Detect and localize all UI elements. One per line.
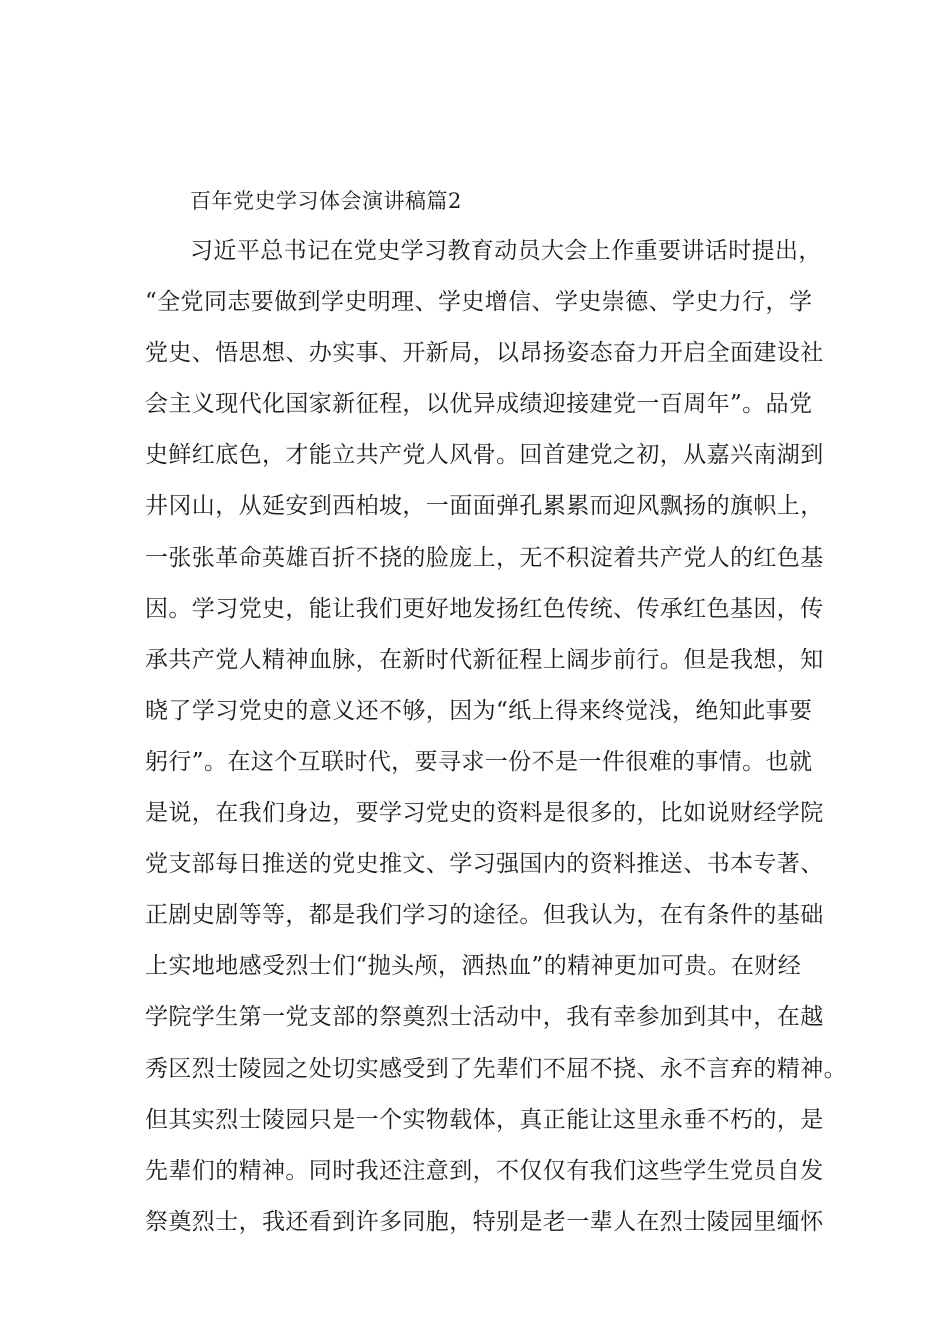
document-body — [145, 236, 847, 1258]
body-line: 习近平总书记在党史学习教育动员大会上作重要讲话时提出， — [190, 238, 822, 264]
body-line: 党支部每日推送的党史推文、学习强国内的资料推送、书本专著、 — [145, 851, 824, 878]
body-line: 秀区烈士陵园之处切实感受到了先辈们不屈不挠、永不言弃的精神。 — [145, 1055, 847, 1082]
body-line: 是说，在我们身边，要学习党史的资料是很多的，比如说财经学院 — [145, 800, 824, 827]
body-line: 上实地地感受烈士们“抛头颅，洒热血”的精神更加可贵。在财经 — [145, 953, 802, 980]
body-line: 先辈们的精神。同时我还注意到，不仅仅有我们这些学生党员自发 — [145, 1157, 824, 1184]
body-line: 晓了学习党史的意义还不够，因为“纸上得来终觉浅，绝知此事要 — [145, 697, 813, 724]
body-line: 会主义现代化国家新征程，以优异成绩迎接建党一百周年”。品党 — [145, 391, 813, 418]
body-line: 党史、悟思想、办实事、开新局，以昂扬姿态奋力开启全面建设社 — [145, 340, 824, 367]
document-title: 百年党史学习体会演讲稿篇2 — [190, 189, 462, 213]
body-line: 承共产党人精神血脉，在新时代新征程上阔步前行。但是我想，知 — [145, 646, 824, 673]
body-line: “全党同志要做到学史明理、学史增信、学史崇德、学史力行，学 — [145, 289, 813, 316]
body-line: 因。学习党史，能让我们更好地发扬红色传统、传承红色基因，传 — [145, 595, 824, 622]
body-line: 祭奠烈士，我还看到许多同胞，特别是老一辈人在烈士陵园里缅怀 — [145, 1208, 824, 1235]
body-line: 井冈山，从延安到西柏坡，一面面弹孔累累而迎风飘扬的旗帜上， — [145, 493, 824, 520]
body-line: 躬行”。在这个互联时代，要寻求一份不是一件很难的事情。也就 — [145, 748, 813, 775]
body-line: 正剧史剧等等，都是我们学习的途径。但我认为，在有条件的基础 — [145, 902, 824, 929]
body-line: 但其实烈士陵园只是一个实物载体，真正能让这里永垂不朽的，是 — [145, 1106, 824, 1133]
body-line: 史鲜红底色，才能立共产党人风骨。回首建党之初，从嘉兴南湖到 — [145, 442, 824, 469]
body-line: 一张张革命英雄百折不挠的脸庞上，无不积淀着共产党人的红色基 — [145, 544, 824, 571]
body-line: 学院学生第一党支部的祭奠烈士活动中，我有幸参加到其中，在越 — [145, 1004, 824, 1031]
